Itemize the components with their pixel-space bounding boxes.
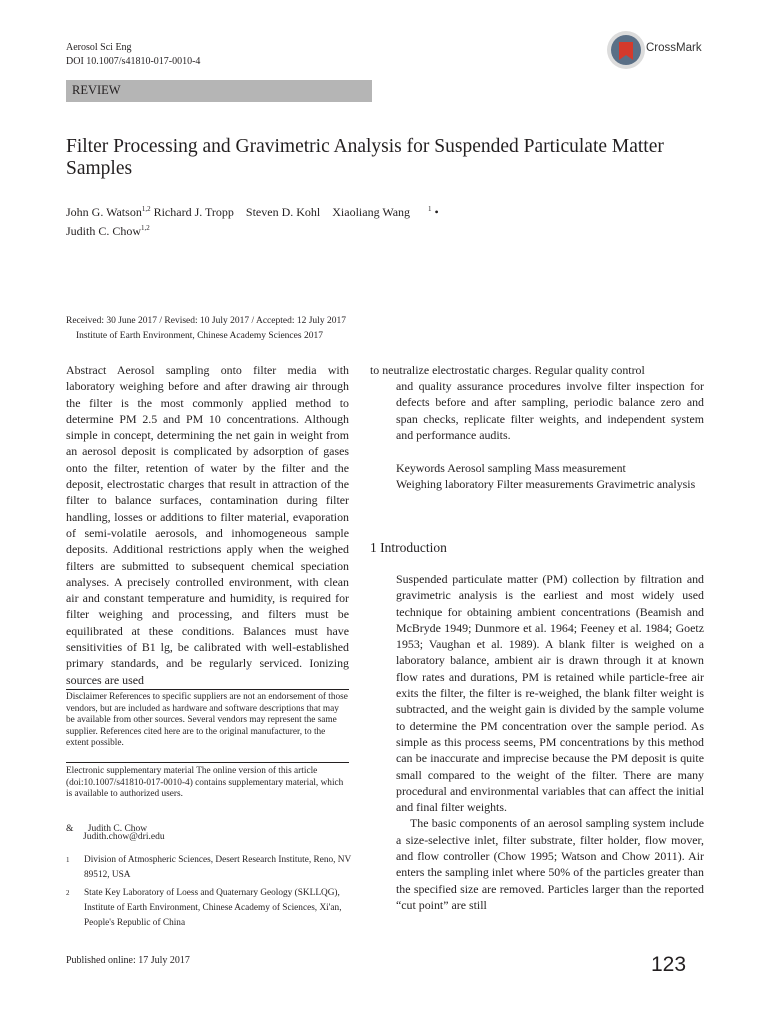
keywords xyxy=(396,460,704,493)
author-name[interactable]: Xiaoliang Wang xyxy=(332,205,411,219)
divider xyxy=(66,689,349,690)
keywords-line-2: Weighing laboratory Filter measurements Gravimetric analysis xyxy=(396,477,696,492)
author-affiliation-sup: 1 xyxy=(428,205,432,213)
author-affiliation-sup: 1,2 xyxy=(141,205,151,213)
author-line-2 xyxy=(66,220,626,239)
affiliation-text: Division of Atmospheric Sciences, Desert Research Institute, Reno, NV 89512, USA xyxy=(84,855,352,880)
crossmark-icon xyxy=(606,30,646,70)
author-name[interactable]: Richard J. Tropp xyxy=(153,205,234,219)
section-heading: 1 Introduction xyxy=(370,540,447,555)
author-name[interactable]: John G. Watson xyxy=(66,205,142,219)
keywords-line-1: Keywords Aerosol sampling Mass measurement xyxy=(396,461,626,475)
crossmark-label: CrossMark xyxy=(646,42,702,54)
journal-header xyxy=(66,41,200,69)
corr-email[interactable]: Judith.chow@dri.edu xyxy=(83,832,165,842)
crossmark-badge[interactable] xyxy=(606,30,706,70)
section-bar xyxy=(66,80,372,102)
corr-author-name: Judith C. Chow xyxy=(87,824,148,834)
introduction-body xyxy=(396,571,704,913)
affiliation-2 xyxy=(66,886,349,946)
abstract-continuation: and quality assurance procedures involve filter inspection for defects before and after sampling, periodic balance zero and span checks, replicate filter weights, and independent system and performance audits. xyxy=(396,379,704,442)
section-label: REVIEW xyxy=(72,83,121,97)
disclaimer-note: Disclaimer References to specific suppliers are not an endorsement of those vendors, but are included as hardware and software descriptions that may be available from other sources. Several vendors may represent the same supplier. References cited here are to the original manufacturer, to the extent possible. xyxy=(66,692,348,749)
divider xyxy=(66,762,349,763)
copyright-line: Institute of Earth Environment, Chinese Academy Sciences 2017 xyxy=(76,331,323,341)
published-date: Published online: 17 July 2017 xyxy=(66,955,190,966)
abstract-continuation-first: to neutralize electrostatic charges. Regular quality control xyxy=(370,363,645,377)
journal-name: Aerosol Sci Eng xyxy=(66,42,132,53)
intro-paragraph-2: The basic components of an aerosol sampling system include a size-selective inlet, filter substrate, filter holder, flow mover, and flow controller (Chow 1995; Watson and Chow 2011). Air enters the sampling inlet where 50% of the particles greater than the specified size are removed. Particles larger than the reported “cut point” are still xyxy=(396,816,704,912)
article-history xyxy=(66,314,346,344)
affiliation-1 xyxy=(66,853,352,883)
esm-note: Electronic supplementary material The online version of this article (doi:10.1007/s41810-017-0010-4) contains supplementary material, which is available to authorized users. xyxy=(66,766,344,800)
envelope-icon: & xyxy=(66,824,74,834)
affiliation-text: State Key Laboratory of Loess and Quaternary Geology (SKLLQG), Institute of Earth Environment, Chinese Academy of Sciences, Xi'an, People's Republic of China xyxy=(84,888,342,928)
abstract xyxy=(66,362,349,688)
article-title: Filter Processing and Gravimetric Analysis for Suspended Particulate Matter Samples xyxy=(66,136,664,179)
author-name[interactable]: Judith C. Chow xyxy=(66,224,142,238)
author-name[interactable]: Steven D. Kohl xyxy=(245,205,321,219)
corresponding-author xyxy=(66,824,165,842)
history-dates: Received: 30 June 2017 / Revised: 10 July 2017 / Accepted: 12 July 2017 xyxy=(66,316,346,326)
author-affiliation-sup: 1,2 xyxy=(141,224,150,232)
intro-paragraph-1: Suspended particulate matter (PM) collection by filtration and gravimetric analysis is the earliest and most widely used technique for obtaining ambient concentrations (Beamish and McBryde 1949; Dunmore et al. 1964; Feeney et al. 1984; Goetz 1953; Vaughan et al. 1989). A blank filter is weighed on a laboratory balance, ambient air is drawn through it at known flow rates and durations, PM is retained while particle-free air exits the filter, the filter is re-weighed, the blank filter weight is subtracted, and the weight gain is divided by the sample volume to determine the PM concentration over the sample period. As simple as this process seems, PM concentrations by this method can be inaccurate and imprecise because the PM deposit is quite small compared to the weight of the filter. There are many procedural and environmental variables that can affect the initial and final filter weights. xyxy=(396,572,704,815)
author-list xyxy=(66,201,626,239)
page-number: 123 xyxy=(651,953,687,976)
affiliation-number: 1 xyxy=(66,856,70,864)
doi: DOI 10.1007/s41810-017-0010-4 xyxy=(66,56,201,67)
affiliation-number: 2 xyxy=(66,889,70,897)
abstract-text: Abstract Aerosol sampling onto filter media with laboratory weighing before and after drawing air through the filter is the most commonly applied method to determine PM 2.5 and PM 10 concentrations. Although simple in concept, determining the net gain in weight from an aerosol deposit is complicated by adsorption of gases onto the filter, retention of water by the filter and the deposit, electrostatic charges that result in attraction of the filter to balance surfaces, contamination during filter handling, losses or additions to filter material, evaporation of semi-volatile aerosols, and inhomogeneous sample deposits. Additional restrictions apply when the weighed filters are submitted to subsequent chemical speciation analyses. A precisely controlled environment, with clean air and constant temperature and humidity, is required for filter weighing and processing, and filters must be equilibrated at these conditions. Balances must have sensitivities of B1 lg, be calibrated with well-established primary standards, and be regularly serviced. Ionizing sources are used xyxy=(66,363,349,687)
author-line-1: John G. Watson$^{1,2}$ Richard J. Tropp Steven D. Kohl Xiaoliang Wang $^1$ • xyxy=(66,205,439,219)
